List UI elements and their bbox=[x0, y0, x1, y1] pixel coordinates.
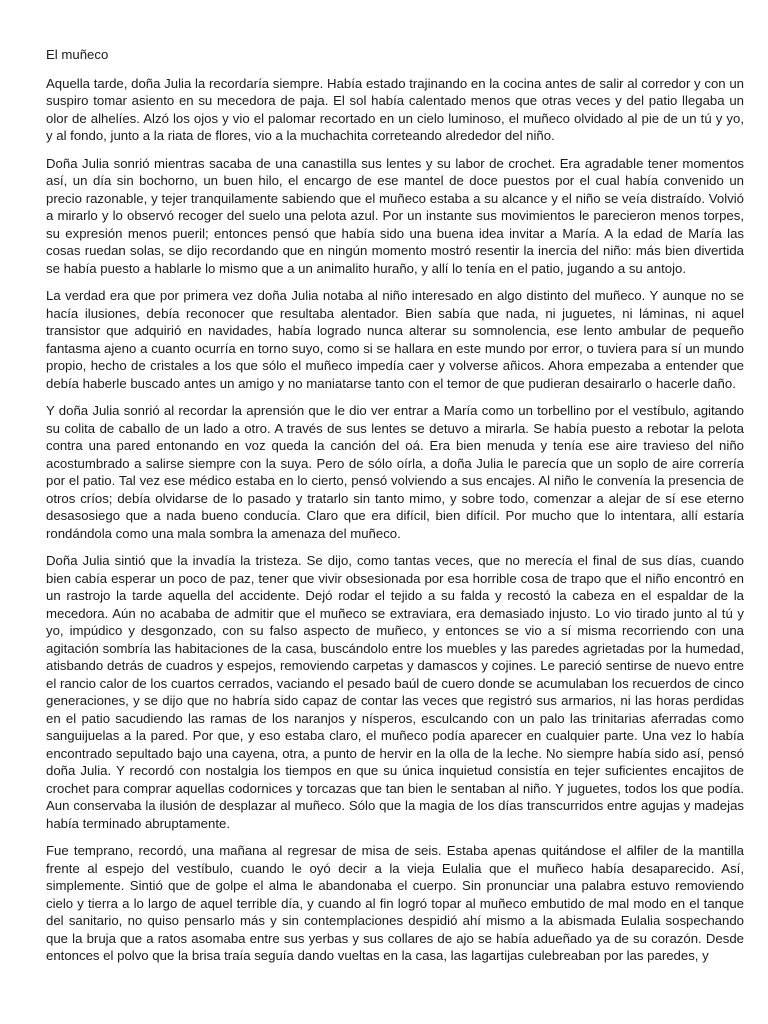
paragraph-4: Y doña Julia sonrió al recordar la aprensión que le dio ver entrar a María como un torbellino por el vestíbulo, agitando su colita de caballo de un lado a otro. A través de sus lentes se detuvo a mirarla. Se había puesto a rebotar la pelota contra una pared entonando en voz queda la canción del oá. Era bien menuda y tenía ese aire travieso del niño acostumbrado a salirse siempre con la suya. Pero de sólo oírla, a doña Julia le parecía que un soplo de aire correría por el patio. Tal vez ese médico estaba en lo cierto, pensó volviendo a sus encajes. Al niño le convenía la presencia de otros críos; debía olvidarse de lo pasado y tratarlo sin tanto mimo, y sobre todo, comenzar a alejar de sí ese eterno desasosiego que a nada bueno conducía. Claro que era difícil, bien difícil. Por mucho que lo intentara, allí estaría rondándola como una mala sombra la amenaza del muñeco. bbox=[46, 403, 744, 541]
paragraph-2: Doña Julia sonrió mientras sacaba de una canastilla sus lentes y su labor de crochet. Era agradable tener momentos así, un día sin bochorno, un buen hilo, el encargo de ese mantel de doce puestos por el cual había convenido un precio razonable, y tejer tranquilamente sabiendo que el muñeco estaba a su alcance y el niño se veía distraído. Volvió a mirarlo y lo observó recoger del suelo una pelota azul. Por un instante sus movimientos le parecieron menos torpes, su expresión menos pueril; entonces pensó que había sido una buena idea invitar a María. A la edad de María las cosas ruedan solas, se dijo recordando que en ningún momento mostró resentir la inercia del niño: más bien divertida se había puesto a hablarle lo mismo que a un animalito huraño, y allí lo tenía en el patio, jugando a su antojo. bbox=[46, 155, 744, 276]
document-title: El muñeco bbox=[46, 47, 109, 62]
paragraph-5: Doña Julia sintió que la invadía la tristeza. Se dijo, como tantas veces, que no merecía el final de sus días, cuando bien cabía esperar un poco de paz, tener que vivir obsesionada por esa horrible cosa de trapo que el niño encontró en un rastrojo la tarde aquella del accidente. Dejó rodar el tejido a su falda y recostó la cabeza en el espaldar de la mecedora. Aún no acababa de admitir que el muñeco se extraviara, era demasiado injusto. Lo vio tirado junto al tú y yo, impúdico y desgonzado, con su falso aspecto de muñeco, y entonces se vio a sí misma recorriendo con una agitación sombría las habitaciones de la casa, buscándolo entre los muebles y las paredes agrietadas por la humedad, atisbando detrás de cuadros y espejos, removiendo carpetas y damascos y cojines. Le pareció sentirse de nuevo entre el rancio calor de los cuartos cerrados, vaciando el pesado baúl de cuero donde se acumulaban los recuerdos de cinco generaciones, y se dijo que no habría sido capaz de contar las veces que registró sus armarios, ni las horas perdidas en el patio sacudiendo las ramas de los naranjos y nísperos, esculcando con un palo las trinitarias aferradas como sanguijuelas a la pared. Por que, y eso estaba claro, el muñeco podía aparecer en cualquier parte. Una vez lo había encontrado sepultado bajo una cayena, otra, a punto de hervir en la olla de la leche. No siempre había sido así, pensó doña Julia. Y recordó con nostalgia los tiempos en que su única inquietud consistía en tejer suficientes encajitos de crochet para comprar aquellas codornices y torcazas que tan bien le sentaban al niño. Y juguetes, todos los que podía. Aun conservaba la ilusión de desplazar al muñeco. Sólo que la magia de los días transcurridos entre agujas y madejas había terminado abruptamente. bbox=[46, 553, 744, 831]
paragraph-3: La verdad era que por primera vez doña Julia notaba al niño interesado en algo distinto del muñeco. Y aunque no se hacía ilusiones, debía reconocer que resultaba alentador. Bien sabía que nada, ni juguetes, ni láminas, ni aquel transistor que adquirió en navidades, había logrado nunca alterar su somnolencia, ese lento ambular de pequeño fantasma ajeno a cuanto ocurría en torno suyo, como si se hallara en este mundo por error, o tuviera para sí un mundo propio, hecho de cristales a los que sólo el muñeco impedía caer y volverse añicos. Ahora empezaba a entender que debía haberle buscado antes un amigo y no maniatarse tanto con el temor de que pudieran desairarlo o hacerle daño. bbox=[46, 288, 744, 391]
paragraph-6: Fue temprano, recordó, una mañana al regresar de misa de seis. Estaba apenas quitándose el alfiler de la mantilla frente al espejo del vestíbulo, cuando le oyó decir a la vieja Eulalia que el muñeco había desaparecido. Así, simplemente. Sintió que de golpe el alma le abandonaba el cuerpo. Sin pronunciar una palabra estuvo removiendo cielo y tierra a lo largo de aquel terrible día, y cuando al fin logró topar al muñeco embutido de mal modo en el tanque del sanitario, no quiso pensarlo más y sin contemplaciones despidió ahí mismo a la abismada Eulalia sospechando que la bruja que a ratos asomaba entre sus yerbas y sus collares de ajo se había adueñado ya de su corazón. Desde entonces el polvo que la brisa traía seguía dando vueltas en la casa, las lagartijas culebreaban por las paredes, y bbox=[46, 843, 744, 963]
paragraph-1: Aquella tarde, doña Julia la recordaría siempre. Había estado trajinando en la cocina antes de salir al corredor y con un suspiro tomar asiento en su mecedora de paja. El sol había calentado menos que otras veces y del patio llegaba un olor de alhelíes. Alzó los ojos y vio el palomar recortado en un cielo luminoso, el muñeco olvidado al pie de un tú y yo, y al fondo, junto a la riata de flores, vio a la muchachita correteando alrededor del niño. bbox=[46, 75, 744, 143]
